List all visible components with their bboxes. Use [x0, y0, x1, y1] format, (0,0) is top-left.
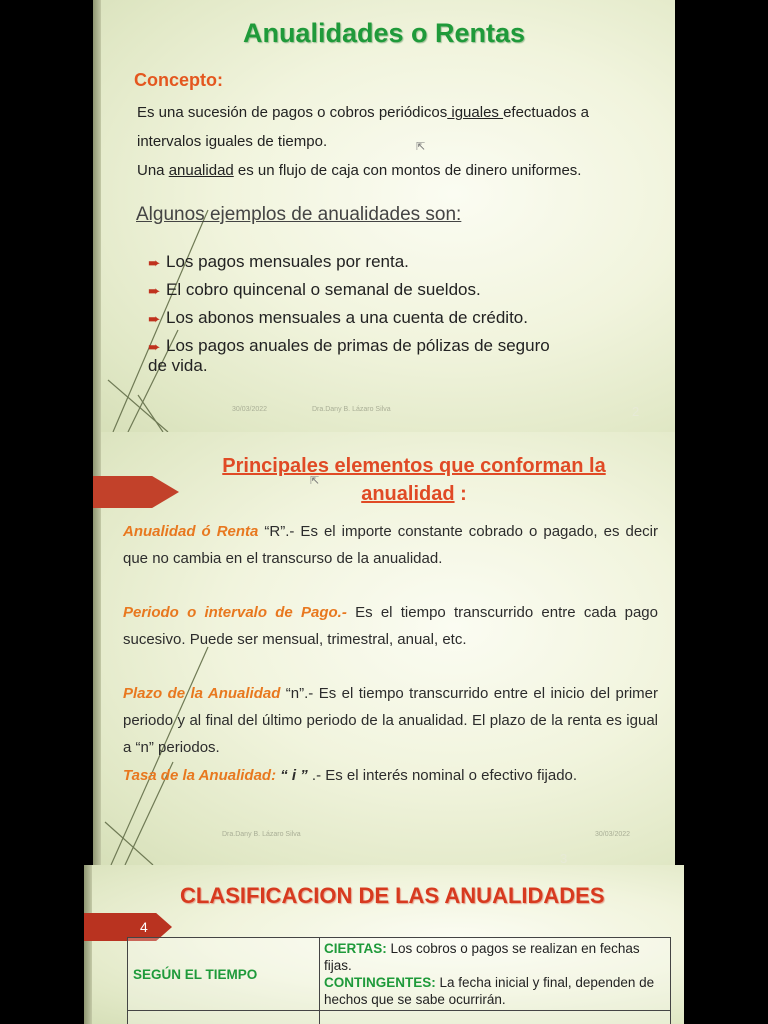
slide-left-band — [93, 0, 101, 432]
element-renta: Anualidad ó Renta “R”.- Es el importe constante cobrado o pagado, es decir que no cambia en el transcurso de la anualidad. — [123, 523, 658, 567]
arrow-bullet-icon: ➨ — [148, 255, 161, 272]
slide-2 — [93, 0, 675, 432]
slide-title: CLASIFICACION DE LAS ANUALIDADES — [180, 883, 605, 908]
element-periodo: Periodo o intervalo de Pago.- Es el tiempo transcurrido entre cada pago sucesivo. Puede ser mensual, trimestral, anual, etc. — [123, 604, 658, 648]
footer-author: Dra.Dany B. Lázaro Silva — [312, 406, 391, 413]
arrow-bullet-icon: ➨ — [148, 283, 161, 300]
element-tasa: Tasa de la Anualidad: “ i ” .- Es el interés nominal o efectivo fijado. — [123, 767, 578, 784]
classification-table — [127, 937, 671, 1024]
page-number: 4 — [140, 919, 148, 935]
mouse-cursor-icon: ⇱ — [310, 475, 320, 487]
list-item: ➨ El cobro quincenal o semanal de sueldos. — [148, 280, 481, 300]
mouse-cursor-icon: ⇱ — [416, 141, 426, 153]
list-item: ➨ Los pagos anuales de primas de pólizas de seguro de vida. — [148, 336, 550, 375]
slide-left-band — [84, 865, 92, 1024]
element-plazo: Plazo de la Anualidad “n”.- Es el tiempo transcurrido entre el inicio del primer periodo y al final del último periodo de la anualidad. El plazo de la renta es igual a “n” periodos. — [123, 685, 659, 756]
slide-3 — [93, 432, 675, 865]
row-label: SEGÚN EL TIEMPO — [128, 938, 320, 1011]
page-number: 2 — [632, 404, 640, 419]
concept-line-1: Es una sucesión de pagos o cobros periódicos iguales efectuados a — [137, 104, 589, 121]
examples-list — [148, 252, 618, 384]
slide-title: Principales elementos que conforman la anualidad : — [222, 455, 606, 505]
row-content: CIERTAS: Los cobros o pagos se realizan en fechas fijas. CONTINGENTES: La fecha inicial y final, dependen de hechos que se sabe ocurrirán. — [320, 938, 671, 1011]
examples-heading: Algunos ejemplos de anualidades son: — [136, 204, 462, 225]
slide-4 — [84, 865, 684, 1024]
list-item: ➨ Los abonos mensuales a una cuenta de crédito. — [148, 308, 528, 328]
row-label — [128, 1011, 320, 1024]
arrow-bullet-icon: ➨ — [148, 311, 161, 328]
footer-date: 30/03/2022 — [595, 831, 631, 838]
page-number: 3 — [560, 851, 568, 865]
concept-line-3: Una anualidad es un flujo de caja con montos de dinero uniformes. — [137, 162, 582, 179]
footer-author: Dra.Dany B. Lázaro Silva — [222, 831, 301, 838]
arrow-bullet-icon: ➨ — [148, 339, 161, 356]
list-item: ➨ Los pagos mensuales por renta. — [148, 252, 409, 272]
concept-label: Concepto: — [134, 70, 223, 90]
table-row — [128, 1011, 671, 1024]
row-content — [320, 1011, 671, 1024]
concept-line-2: intervalos iguales de tiempo. — [137, 133, 328, 150]
footer-date: 30/03/2022 — [232, 406, 268, 413]
slide-title: Anualidades o Rentas — [242, 18, 526, 48]
table-row — [128, 938, 671, 1011]
